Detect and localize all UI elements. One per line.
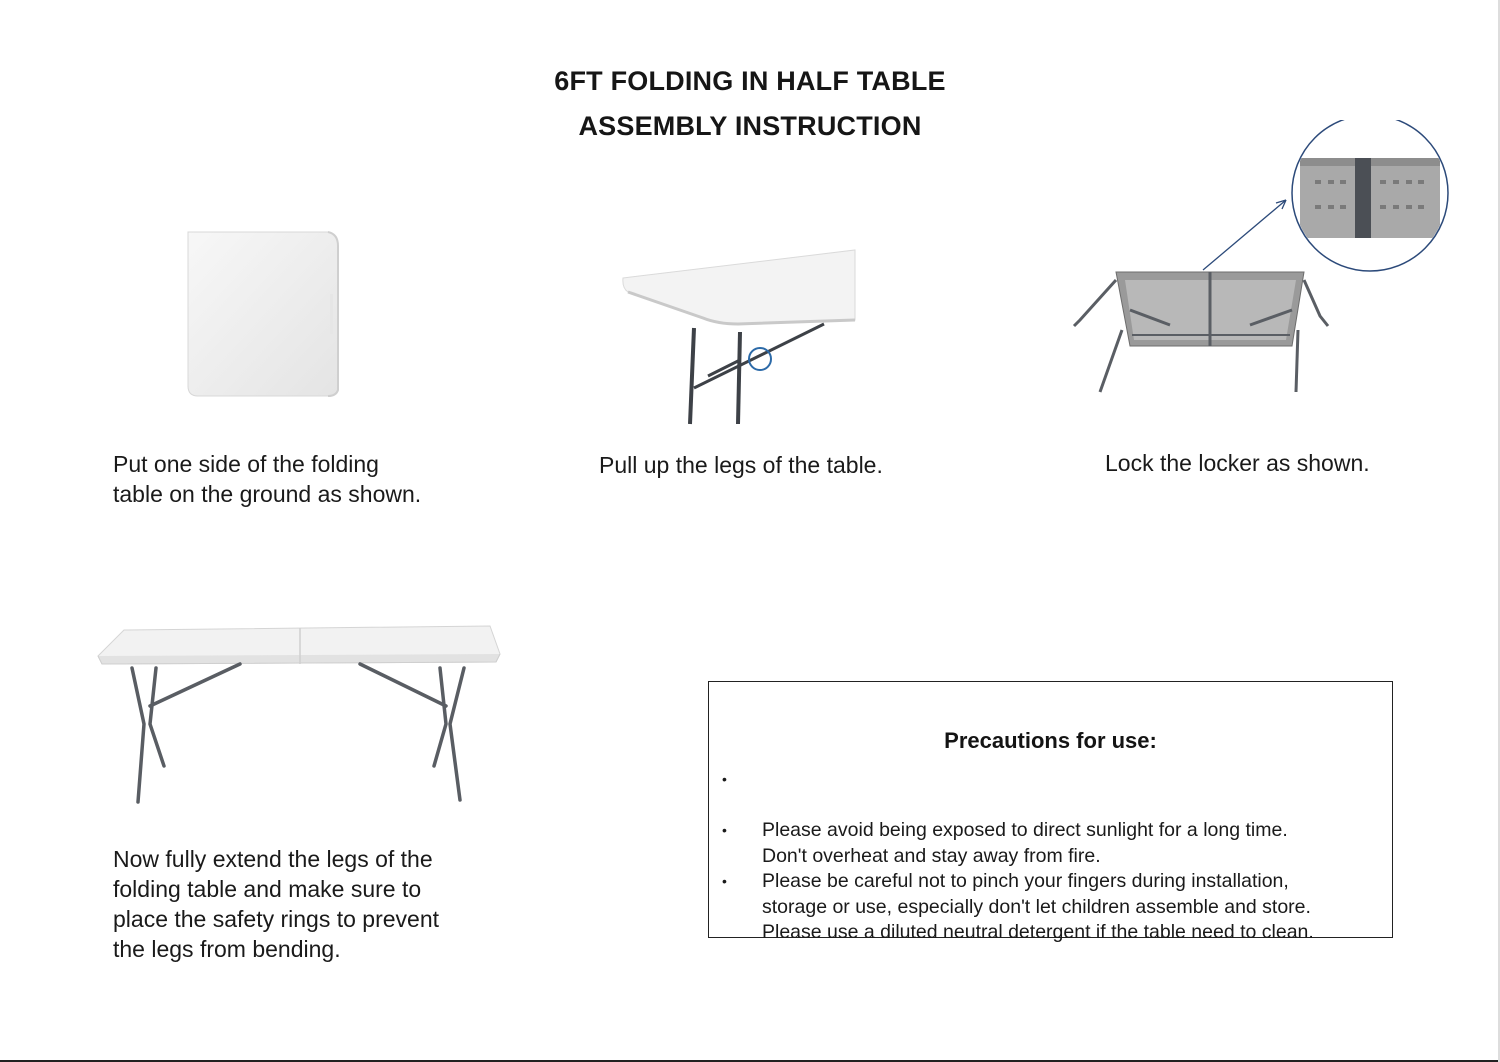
- bullet-icon: •: [722, 822, 727, 838]
- precaution-item-text: Please avoid being exposed to direct sunlight for a long time. Don't overheat and stay away from fire.: [762, 819, 1288, 867]
- document-title-line-1: 6FT FOLDING IN HALF TABLE: [554, 66, 946, 96]
- bullet-icon: •: [722, 771, 727, 787]
- table-corner-legs-illustration: [618, 248, 858, 428]
- bullet-icon: •: [722, 873, 727, 889]
- precaution-item-text: Please use a diluted neutral detergent if the table need to clean.: [762, 921, 1314, 943]
- document-title-line-2: ASSEMBLY INSTRUCTION: [578, 111, 922, 141]
- table-underside-locker-illustration: [1070, 120, 1455, 400]
- step-4-text: Now fully extend the legs of the folding table and make sure to place the safety rings to prevent the legs from bending.: [113, 846, 440, 962]
- extended-table-illustration: [94, 624, 504, 810]
- precaution-item-text: Please be careful not to pinch your fingers during installation, storage or use, especially don't let children assemble and store.: [762, 870, 1311, 918]
- precaution-item: [709, 869, 1392, 946]
- precautions-box: [708, 681, 1393, 943]
- precautions-list: [709, 767, 1392, 946]
- folded-table-illustration: [180, 224, 350, 404]
- step-1-text: Put one side of the folding table on the ground as shown.: [113, 451, 422, 507]
- precaution-item: [709, 818, 1392, 918]
- step-3-text: Lock the locker as shown.: [1105, 450, 1370, 476]
- precaution-item: [709, 767, 1392, 867]
- step-2-text: Pull up the legs of the table.: [599, 452, 883, 478]
- precautions-heading: Precautions for use:: [944, 728, 1157, 753]
